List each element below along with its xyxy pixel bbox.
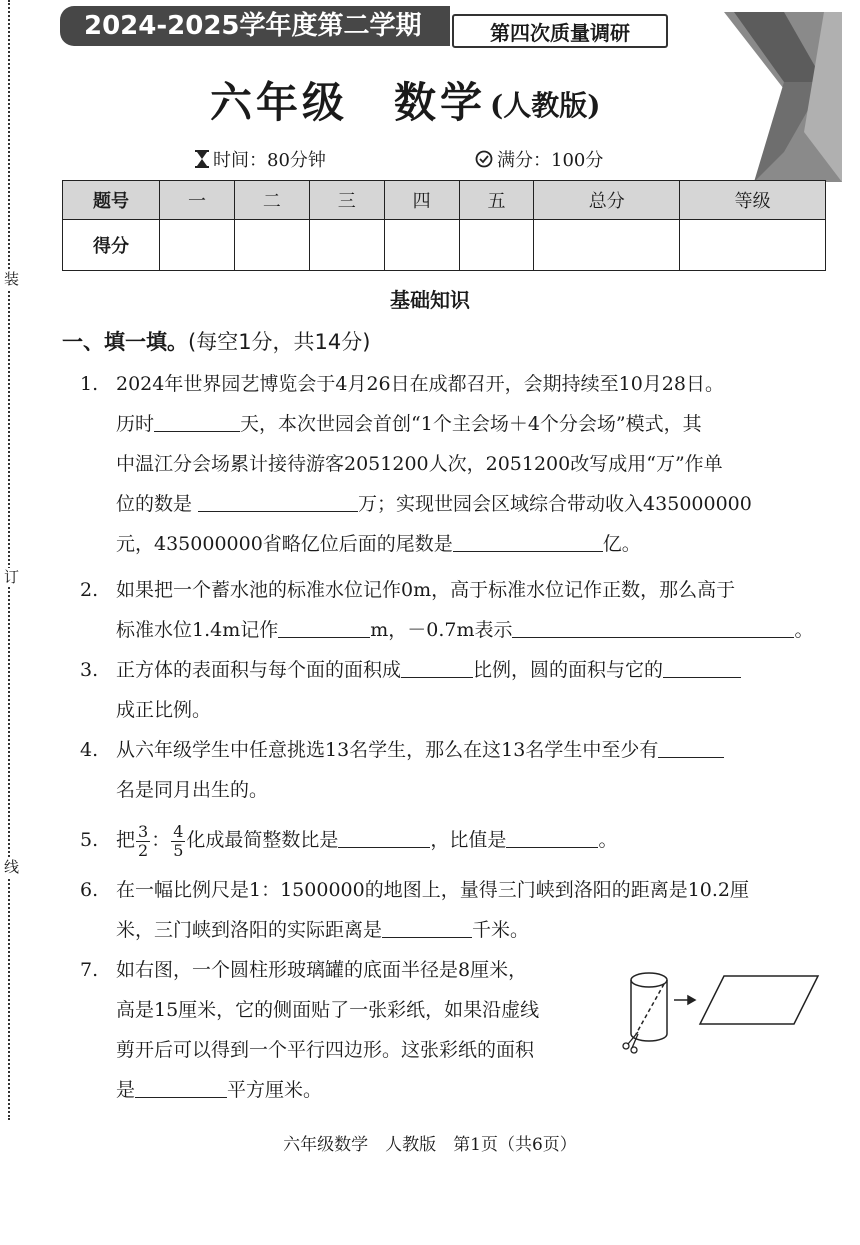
answer-blank[interactable] [506,825,598,848]
cylinder-parallelogram-figure [622,962,832,1062]
answer-blank[interactable] [198,489,358,512]
score-cell[interactable] [234,220,309,271]
check-circle-icon [475,150,493,168]
binding-char-xian: 线 [4,858,20,876]
question-number: 1. [80,373,99,395]
question-text: 把 [116,829,136,851]
question-number: 4. [80,739,99,761]
answer-blank[interactable] [453,529,603,552]
corner-decoration [724,12,842,182]
section-heading: 基础知识 [390,288,470,312]
question-text: 剪开后可以得到一个平行四边形。这张彩纸的面积 [116,1039,535,1061]
score-cell[interactable] [534,220,680,271]
binding-char-ding: 订 [4,568,20,586]
answer-blank[interactable] [338,825,430,848]
hourglass-icon [195,150,209,168]
question-number: 5. [80,829,99,851]
score-row-label: 得分 [63,220,160,271]
question-2 [80,570,820,650]
question-text: 是 [116,1079,136,1101]
score-table-head-cell: 一 [160,181,235,220]
answer-blank[interactable] [135,1075,227,1098]
fraction-numerator: 4 [173,821,184,841]
time-label: 时间：80分钟 [213,150,326,171]
score-table-head-cell: 四 [384,181,459,220]
question-text: 名是同月出生的。 [116,779,269,801]
question-text: 比例，圆的面积与它的 [473,659,664,681]
arrow-right-icon [674,996,695,1004]
score-table [62,180,826,271]
part-one-title-main: 一、填一填。 [62,330,188,354]
question-text: 历时 [116,413,155,435]
score-cell[interactable] [160,220,235,271]
binding-dotted-line [8,0,10,1120]
score-table-head-label: 题号 [63,181,160,220]
question-number: 2. [80,579,99,601]
question-text: 平方厘米。 [227,1079,323,1101]
ratio-colon: ： [151,829,171,851]
answer-blank[interactable] [512,615,794,638]
answer-blank[interactable] [382,915,472,938]
question-number: 6. [80,879,99,901]
part-one-title [62,326,370,356]
score-meta [475,146,603,172]
exam-tag: 第四次质量调研 [452,14,668,48]
question-number: 7. [80,959,99,981]
page-footer: 六年级数学 人教版 第1页（共6页） [283,1135,577,1155]
score-cell[interactable] [384,220,459,271]
fraction-3-2 [136,823,150,860]
fraction-4-5 [171,823,185,860]
score-table-head-cell: 总分 [534,181,680,220]
question-text: 正方体的表面积与每个面的面积成 [116,659,402,681]
question-4 [80,730,820,810]
question-3 [80,650,820,730]
subject-title: 数学 [394,78,487,127]
fraction-denominator: 2 [138,840,149,860]
question-text: 米，三门峡到洛阳的实际距离是 [116,919,383,941]
binding-char-zhuang: 装 [4,270,20,288]
question-text: m，－0.7m表示 [370,619,513,641]
parallelogram-shape [700,976,818,1024]
grade-title: 六年级 [210,78,349,127]
answer-blank[interactable] [401,655,473,678]
score-table-score-row [63,220,826,271]
question-text: 从六年级学生中任意挑选13名学生，那么在这13名学生中至少有 [116,739,659,761]
cylinder-shape [631,973,667,1041]
question-text: 。 [598,829,618,851]
question-text: 如果把一个蓄水池的标准水位记作0m，高于标准水位记作正数，那么高于 [116,579,736,601]
question-text: 2024年世界园艺博览会于4月26日在成都召开，会期持续至10月28日。 [116,373,724,395]
score-table-head-cell: 五 [459,181,534,220]
question-text: 位的数是 [116,493,199,515]
question-7 [80,950,620,1110]
question-text: 中温江分会场累计接待游客2051200人次，2051200改写成用“万”作单 [116,453,723,475]
answer-blank[interactable] [278,615,370,638]
question-text: 元，435000000省略亿位后面的尾数是 [116,533,453,555]
question-text: 万；实现世园会区域综合带动收入435000000 [358,493,752,515]
question-text: 标准水位1.4m记作 [116,619,279,641]
time-meta [195,146,326,172]
question-text: ，比值是 [430,829,507,851]
question-text: 成正比例。 [116,699,212,721]
score-cell[interactable] [459,220,534,271]
question-text: 亿。 [602,533,641,555]
edition-title: (人教版) [490,89,601,122]
question-text: 。 [794,619,814,641]
score-table-head-cell: 等级 [680,181,826,220]
question-5 [80,820,820,860]
fraction-denominator: 5 [173,840,184,860]
question-number: 3. [80,659,99,681]
question-text: 天，本次世园会首创“1个主会场＋4个分会场”模式，其 [240,413,702,435]
score-cell[interactable] [680,220,826,271]
score-table-head-row [63,181,826,220]
question-text: 高是15厘米，它的侧面贴了一张彩纸，如果沿虚线 [116,999,540,1021]
fraction-numerator: 3 [138,821,149,841]
answer-blank[interactable] [658,735,724,758]
answer-blank[interactable] [154,409,240,432]
semester-banner: 2024-2025学年度第二学期 [60,6,450,46]
question-text: 如右图，一个圆柱形玻璃罐的底面半径是8厘米， [116,959,528,981]
part-one-title-note: (每空1分，共14分) [188,330,371,354]
question-6 [80,870,820,950]
question-text: 千米。 [472,919,530,941]
score-table-head-cell: 二 [234,181,309,220]
score-label: 满分：100分 [497,150,604,171]
question-text: 化成最简整数比是 [186,829,339,851]
question-1 [80,364,820,564]
score-cell[interactable] [309,220,384,271]
question-text: 在一幅比例尺是1：1500000的地图上，量得三门峡到洛阳的距离是10.2厘 [116,879,750,901]
answer-blank[interactable] [663,655,741,678]
score-table-head-cell: 三 [309,181,384,220]
